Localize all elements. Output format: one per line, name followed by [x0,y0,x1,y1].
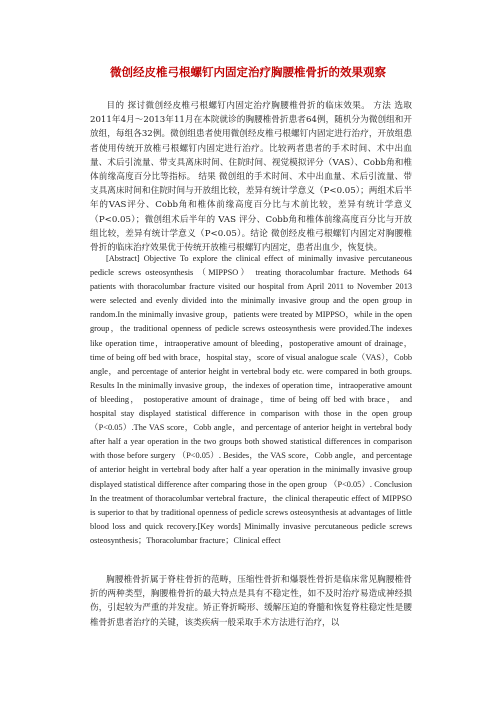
english-abstract [90,252,412,564]
body-paragraph [90,573,412,631]
english-abstract-text: [Abstract] Objective To explore the clinical effect of minimally invasive percutaneous pedicle screws osteosynthesis （MIPPSO） treating thoracolumbar fracture. Methods 64 patients with thoracolumbar fracture visited our hospital from April 2011 to November 2013 were selected and evenly divided into the minimally invasive group and the open group in random.In the minimally invasive group，patients were treated by MIPPSO，while in the open group，the traditional openness of pedicle screws osteosynthesis were provided.The indexes like operation time，intraoperative amount of bleeding，postoperative amount of drainage，time of being off bed with brace，hospital stay，score of visual analogue scale（VAS），Cobb angle，and percentage of anterior height in vertebral body etc. were compared in both groups. Results In the minimally invasive group，the indexes of operation time，intraoperative amount of bleeding， postoperative amount of drainage，time of being off bed with brace， and hospital stay displayed statistical difference in comparison with those in the open group （P<0.05）.The VAS score，Cobb angle，and percentage of anterior height in vertebral body after half a year operation in the two groups both showed statistical differences in comparison with those before surgery （P<0.05）. Besides，the VAS score，Cobb angle，and percentage of anterior height in vertebral body after half a year operation in the minimally invasive group displayed statistical difference after comparing those in the open group （P<0.05）. Conclusion In the treatment of thoracolumbar vertebral fracture，the clinical therapeutic effect of MIPPSO is superior to that by traditional openness of pedicle screws osteosynthesis at advantages of little blood loss and quick recovery.[Key words] Minimally invasive percutaneous pedicle screws osteosynthesis；Thoracolumbar fracture；Clinical effect [90,254,412,545]
chinese-abstract-text: 目的 探讨微创经皮椎弓根螺钉内固定治疗胸腰椎骨折的临床效果。 方法 选取2011年4月～2013年11月在本院就诊的胸腰椎骨折患者64例，随机分为微创组和开放组，每组各32例。微创组患者使用微创经皮椎弓根螺钉内固定进行治疗，开放组患者使用传统开放椎弓根螺钉内固定进行治疗。比较两者患者的手术时间、术中出血量、术后引流量、带支具离床时间、住院时间、视觉模拟评分（VAS）、Cobb角和椎体前缘高度百分比等指标。 结果 微创组的手术时间、术中出血量、术后引流量、带支具离床时间和住院时间与开放组比较，差异有统计学意义（P<0.05）；两组术后半年的VAS评分、Cobb角和椎体前缘高度百分比与术前比较，差异有统计学意义（P<0.05）；微创组术后半年的 VAS 评分、Cobb角和椎体前缘高度百分比与开放组比较，差异有统计学意义（P<0.05）。结论 微创经皮椎弓根螺钉内固定对胸腰椎骨折的临床治疗效果优于传统开放椎弓根螺钉内固定，患者出血少，恢复快。 [90,101,412,254]
chinese-abstract [90,99,412,254]
paper-title: 微创经皮椎弓根螺钉内固定治疗胸腰椎骨折的效果观察 [110,65,386,79]
body-paragraph-text: 胸腰椎骨折属于脊柱骨折的范畴，压缩性骨折和爆裂性骨折是临床常见胸腰椎骨折的两种类型，胸腰椎骨折的最大特点是具有不稳定性，如不及时治疗易造成神经损伤，引起较为严重的并发症。矫正脊折畸形、缓解压迫的脊髓和恢复脊柱稳定性是腰椎骨折患者治疗的关键，该类疾病一般采取手术方法进行治疗，以 [90,575,412,628]
